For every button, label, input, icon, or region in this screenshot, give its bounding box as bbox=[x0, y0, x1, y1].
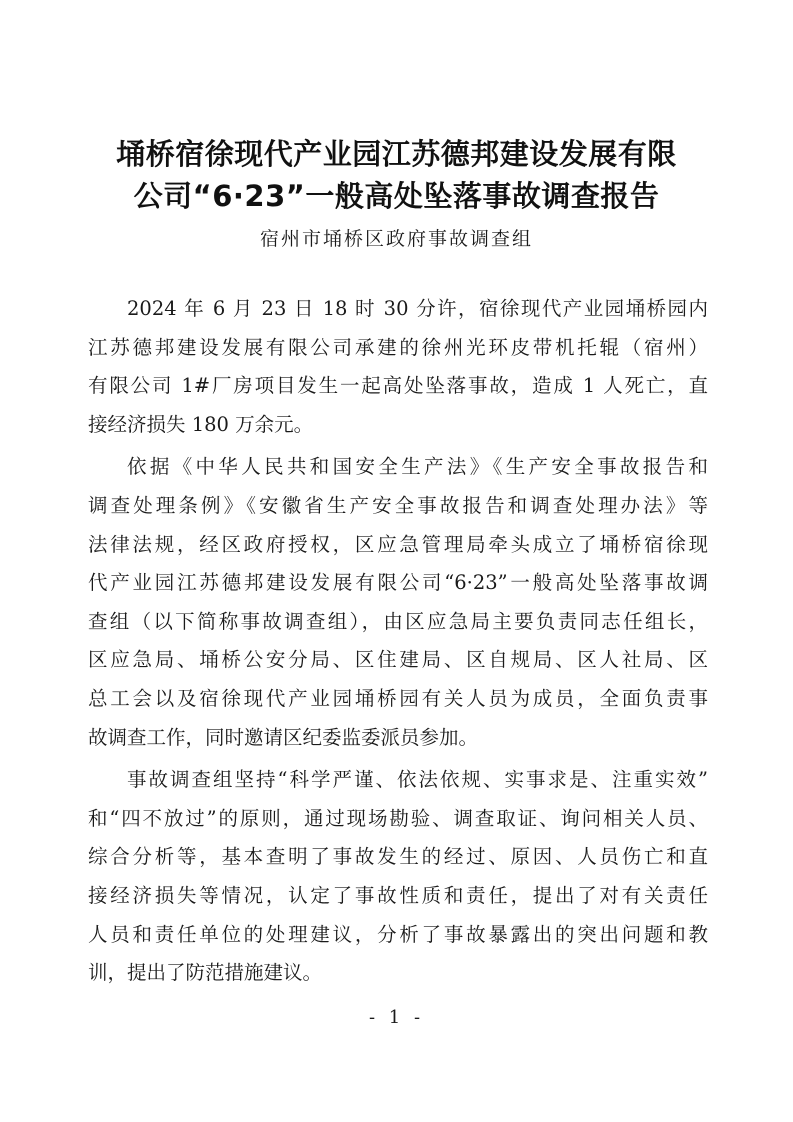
report-title-line-1: 埇桥宿徐现代产业园江苏德邦建设发展有限 bbox=[116, 137, 677, 171]
text-line: 2024 年 6 月 23 日 18 时 30 分许，宿徐现代产业园埇桥园内 bbox=[127, 297, 708, 320]
text-line: 查组（以下简称事故调查组），由区应急局主要负责同志任组长， bbox=[88, 609, 708, 633]
text-line: 事故调查组坚持“科学严谨、依法依规、实事求是、注重实效” bbox=[127, 768, 708, 792]
text-line: 接经济损失 180 万余元。 bbox=[88, 412, 314, 436]
paragraph-principles bbox=[88, 761, 708, 993]
text-line: 有限公司 1#厂房项目发生一起高处坠落事故，造成 1 人死亡，直 bbox=[88, 374, 708, 398]
text-line: 调查处理条例》《安徽省生产安全事故报告和调查处理办法》等 bbox=[88, 493, 708, 517]
text-line: 人员和责任单位的处理建议，分析了事故暴露出的突出问题和教 bbox=[88, 922, 708, 946]
text-line: 接经济损失等情况，认定了事故性质和责任，提出了对有关责任 bbox=[88, 883, 708, 907]
page-number: - 1 - bbox=[368, 1007, 425, 1028]
text-line: 总工会以及宿徐现代产业园埇桥园有关人员为成员，全面负责事 bbox=[88, 686, 708, 710]
report-title-line-2: 公司“6·23”一般高处坠落事故调查报告 bbox=[133, 179, 660, 213]
issuing-body: 宿州市埇桥区政府事故调查组 bbox=[259, 228, 533, 250]
text-line: 区应急局、埇桥公安分局、区住建局、区自规局、区人社局、区 bbox=[88, 648, 708, 672]
text-line: 法律法规，经区政府授权，区应急管理局牵头成立了埇桥宿徐现 bbox=[88, 532, 708, 556]
paragraph-summary bbox=[88, 290, 708, 444]
paragraph-investigation-team bbox=[88, 448, 708, 757]
text-line: 依据《中华人民共和国安全生产法》《生产安全事故报告和 bbox=[127, 455, 708, 479]
report-body bbox=[88, 290, 708, 997]
text-line: 综合分析等，基本查明了事故发生的经过、原因、人员伤亡和直 bbox=[88, 845, 708, 869]
text-line: 故调查工作，同时邀请区纪委监委派员参加。 bbox=[88, 725, 479, 749]
text-line: 训，提出了防范措施建议。 bbox=[88, 961, 323, 985]
text-line: 江苏德邦建设发展有限公司承建的徐州光环皮带机托辊（宿州） bbox=[88, 335, 708, 359]
text-line: 代产业园江苏德邦建设发展有限公司“6·23”一般高处坠落事故调 bbox=[88, 571, 708, 595]
text-line: 和“四不放过”的原则，通过现场勘验、调查取证、询问相关人员、 bbox=[88, 806, 708, 830]
